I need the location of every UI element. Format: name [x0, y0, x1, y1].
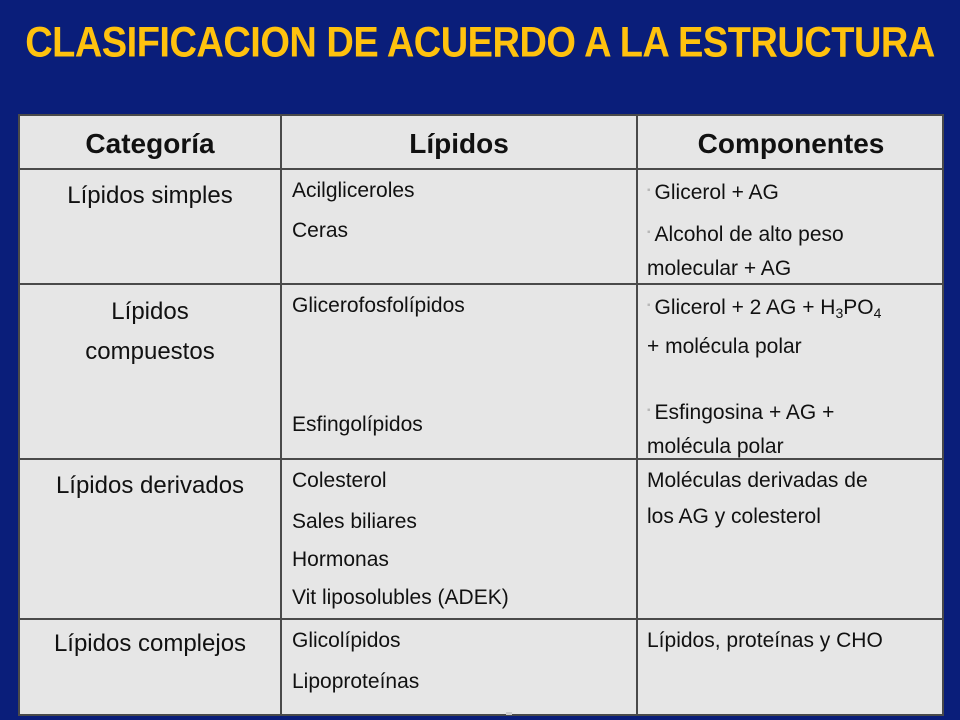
bullet-icon: ▪ [647, 227, 651, 238]
header-componentes: Componentes [697, 128, 885, 159]
table-row-categoria: Lípidos complejos [53, 630, 247, 657]
bullet-icon: ▪ [647, 185, 651, 196]
table-row-categoria: Lípidos simples [67, 182, 233, 209]
table-row-componentes: Moléculas derivadas de los AG y colesterol [647, 469, 868, 528]
table-row-componentes: ▪ Glicerol + AG ▪ Alcohol de alto peso molecular + AG [647, 181, 844, 280]
row-divider [20, 618, 942, 620]
bullet-icon: ▪ [647, 300, 651, 311]
slide-title: CLASIFICACION DE ACUERDO A LA ESTRUCTURA [25, 19, 935, 67]
bullet-icon: ▪ [647, 405, 651, 416]
table-row-componentes: ▪ Glicerol + 2 AG + $H_3PO_4$ + molécula polar ▪ Esfingosina + AG + molécula polar [647, 296, 882, 458]
table-row-lipidos: Colesterol Sales biliares Hormonas Vit liposolubles (ADEK) [292, 469, 509, 609]
table-row-lipidos: Glicolípidos Lipoproteínas [292, 629, 420, 693]
header-lipidos: Lípidos [409, 128, 509, 159]
table-row-lipidos: Acilgliceroles Ceras [292, 179, 415, 242]
table-row-lipidos: Glicerofosfolípidos Esfingolípidos [292, 294, 465, 436]
footer-mark [506, 712, 512, 715]
table-row-componentes: Lípidos, proteínas y CHO [647, 629, 883, 652]
table-row-categoria: Lípidos compuestos [85, 298, 215, 365]
header-categoria: Categoría [85, 128, 215, 159]
row-divider [20, 168, 942, 170]
classification-table [18, 114, 944, 716]
table-row-categoria: Lípidos derivados [55, 472, 245, 499]
